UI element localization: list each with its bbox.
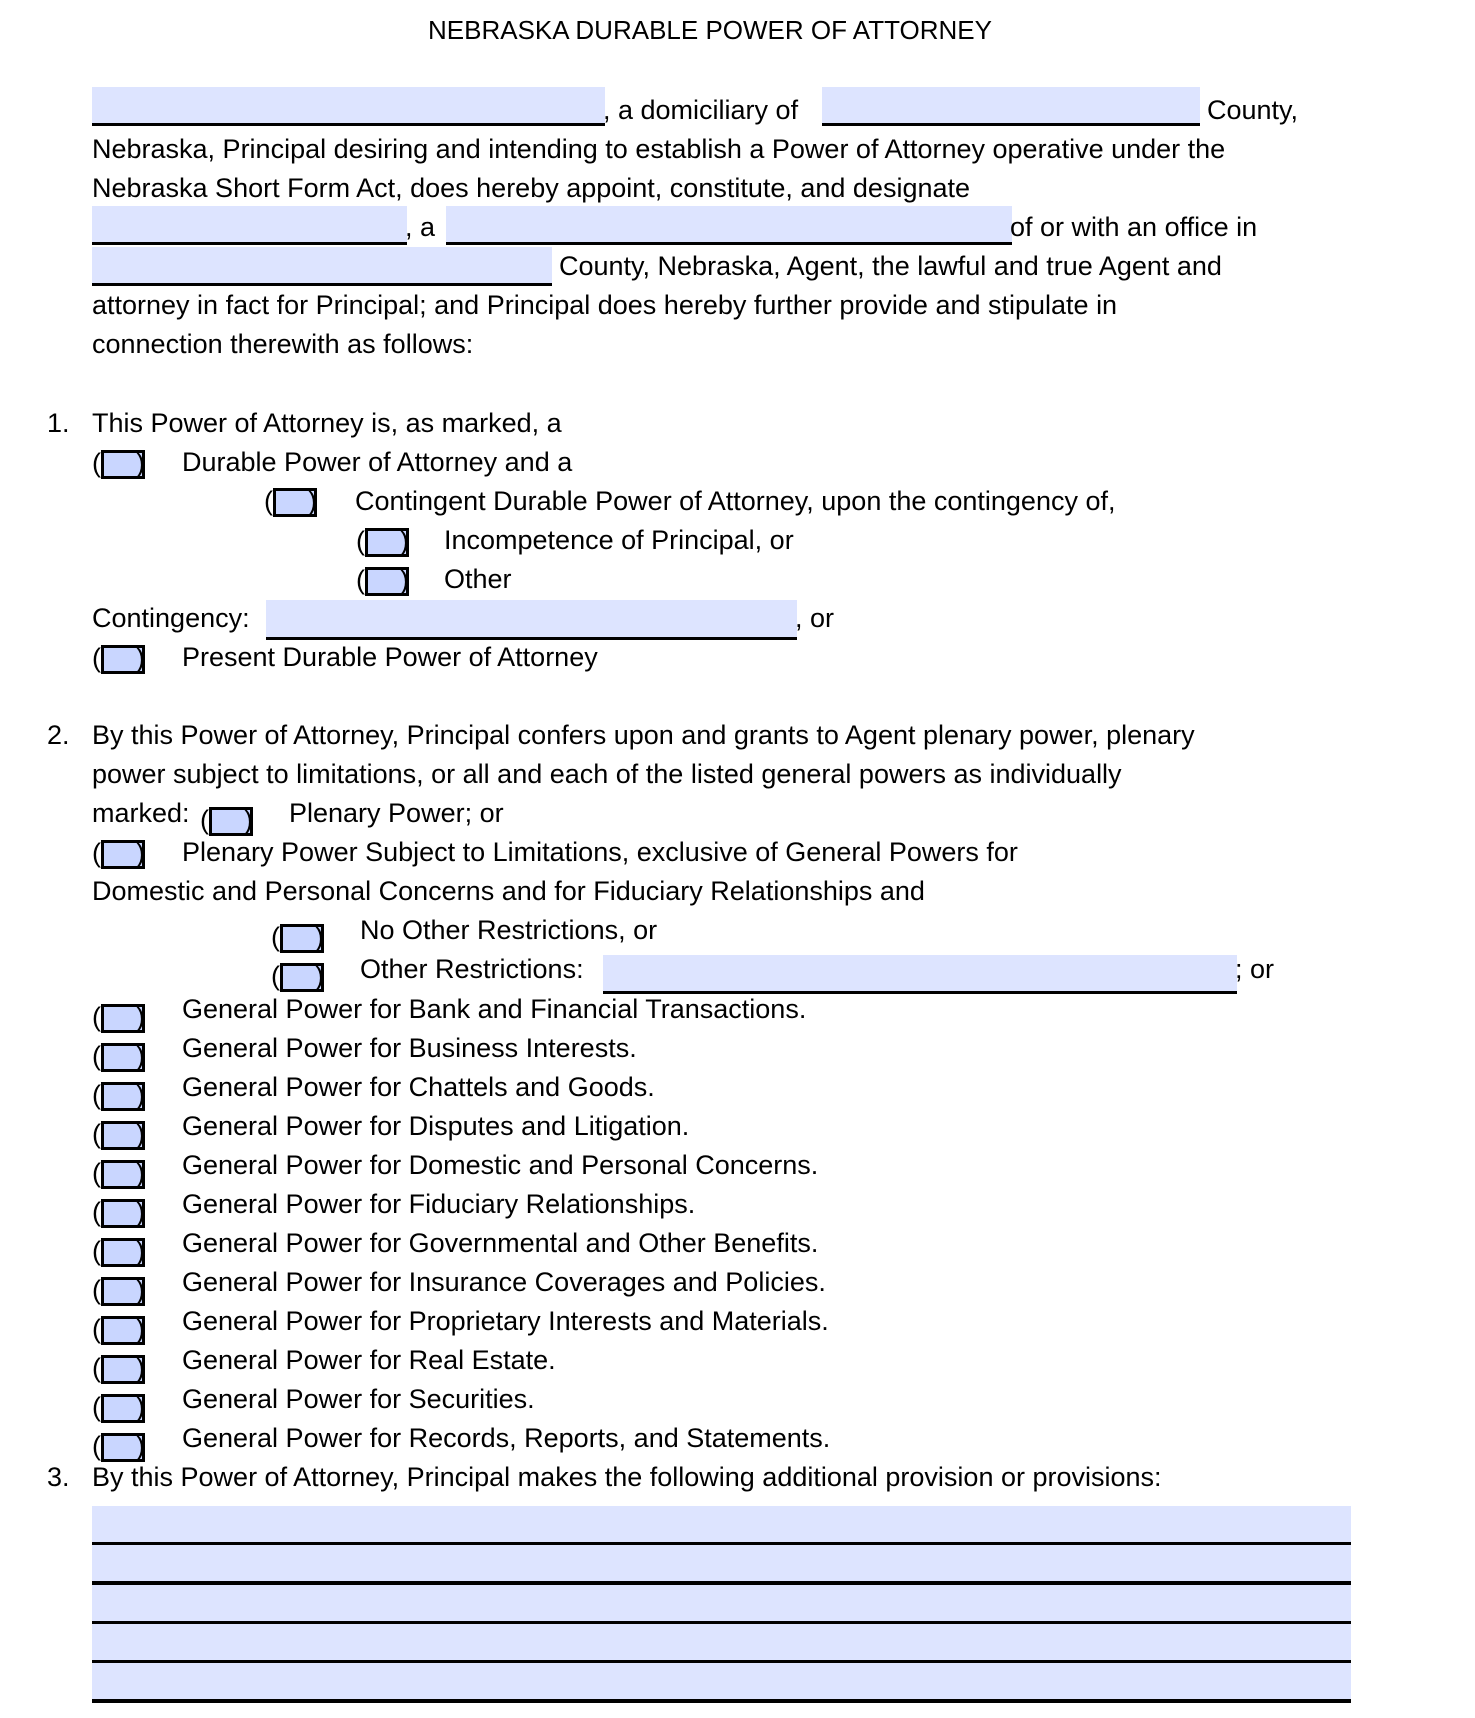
paren-close: )	[400, 565, 409, 595]
general-power-label: General Power for Proprietary Interests and Materials.	[182, 1306, 829, 1336]
paren-open: (	[92, 1119, 101, 1149]
agent-type-field[interactable]	[446, 206, 1012, 245]
paren-close: )	[308, 486, 317, 516]
other-restrictions-label: Other Restrictions:	[360, 954, 584, 984]
other-restrictions-checkbox[interactable]	[271, 962, 323, 994]
no-other-restrictions-checkbox[interactable]	[271, 923, 323, 955]
general-power-checkbox[interactable]	[92, 1237, 144, 1269]
general-power-checkbox[interactable]	[92, 1276, 144, 1308]
paren-open: (	[92, 1353, 101, 1383]
general-power-label: General Power for Real Estate.	[182, 1345, 556, 1375]
general-power-checkbox[interactable]	[92, 1120, 144, 1152]
intro-line-7: connection therewith as follows:	[92, 329, 474, 359]
plenary-label: Plenary Power; or	[289, 798, 504, 828]
general-power-label: General Power for Bank and Financial Transactions.	[182, 994, 807, 1024]
paren-open: (	[92, 1158, 101, 1188]
section-3-number: 3.	[47, 1462, 70, 1492]
contingency-field[interactable]	[266, 600, 797, 640]
paren-close: )	[136, 1353, 145, 1383]
paren-open: (	[271, 961, 280, 991]
general-power-label: General Power for Domestic and Personal Concerns.	[182, 1150, 819, 1180]
agent-name-field[interactable]	[92, 206, 407, 245]
durable-checkbox[interactable]	[92, 449, 144, 481]
general-power-label: General Power for Chattels and Goods.	[182, 1072, 655, 1102]
text-office: of or with an office in	[1010, 212, 1258, 242]
paren-close: )	[136, 1002, 145, 1032]
paren-close: )	[136, 448, 145, 478]
durable-label: Durable Power of Attorney and a	[182, 447, 573, 477]
other-contingency-checkbox[interactable]	[356, 566, 408, 598]
paren-close: )	[136, 1275, 145, 1305]
paren-close: )	[136, 1158, 145, 1188]
general-power-checkbox[interactable]	[92, 1159, 144, 1191]
paren-close: )	[400, 526, 409, 556]
paren-close: )	[244, 805, 253, 835]
present-checkbox[interactable]	[92, 644, 144, 676]
section-2-line-1: By this Power of Attorney, Principal confers upon and grants to Agent plenary power, plenary	[92, 720, 1195, 750]
paren-close: )	[136, 1119, 145, 1149]
section-3-heading: By this Power of Attorney, Principal makes the following additional provision or provisions:	[92, 1462, 1162, 1492]
intro-line-2: Nebraska, Principal desiring and intending to establish a Power of Attorney operative under the	[92, 134, 1226, 164]
general-power-checkbox[interactable]	[92, 1432, 144, 1464]
general-power-checkbox[interactable]	[92, 1393, 144, 1425]
paren-open: (	[92, 1002, 101, 1032]
paren-open: (	[92, 1431, 101, 1461]
document-title: NEBRASKA DURABLE POWER OF ATTORNEY	[428, 15, 992, 45]
principal-county-field[interactable]	[822, 87, 1200, 126]
present-label: Present Durable Power of Attorney	[182, 642, 598, 672]
other-label: Other	[444, 564, 512, 594]
incompetence-label: Incompetence of Principal, or	[444, 525, 794, 555]
general-power-label: General Power for Insurance Coverages and Policies.	[182, 1267, 826, 1297]
paren-close: )	[136, 1392, 145, 1422]
principal-name-field[interactable]	[92, 87, 605, 126]
paren-close: )	[315, 961, 324, 991]
plenary-limited-label: Plenary Power Subject to Limitations, exclusive of General Powers for	[182, 837, 1018, 867]
paren-open: (	[264, 486, 273, 516]
paren-open: (	[92, 1314, 101, 1344]
contingent-checkbox[interactable]	[264, 487, 316, 519]
paren-close: )	[136, 1080, 145, 1110]
general-power-label: General Power for Records, Reports, and Statements.	[182, 1423, 831, 1453]
paren-open: (	[92, 1236, 101, 1266]
other-restrictions-field[interactable]	[603, 955, 1237, 994]
general-power-checkbox[interactable]	[92, 1081, 144, 1113]
general-power-label: General Power for Fiduciary Relationships.	[182, 1189, 696, 1219]
paren-close: )	[136, 1431, 145, 1461]
paren-close: )	[136, 1197, 145, 1227]
paren-close: )	[136, 1314, 145, 1344]
additional-provision-field[interactable]	[92, 1663, 1351, 1703]
contingency-suffix: , or	[795, 603, 835, 633]
general-power-label: General Power for Disputes and Litigation.	[182, 1111, 690, 1141]
paren-open: (	[92, 838, 101, 868]
intro-line-3: Nebraska Short Form Act, does hereby appoint, constitute, and designate	[92, 173, 971, 203]
additional-provision-field[interactable]	[92, 1545, 1351, 1585]
paren-open: (	[92, 1275, 101, 1305]
plenary-checkbox[interactable]	[200, 806, 252, 838]
contingent-label: Contingent Durable Power of Attorney, upon the contingency of,	[355, 486, 1116, 516]
plenary-limited-line-2: Domestic and Personal Concerns and for Fiduciary Relationships and	[92, 876, 925, 906]
paren-open: (	[92, 1041, 101, 1071]
paren-open: (	[92, 643, 101, 673]
plenary-limited-checkbox[interactable]	[92, 839, 144, 871]
marked-label: marked:	[92, 798, 190, 828]
general-power-label: General Power for Business Interests.	[182, 1033, 637, 1063]
paren-open: (	[92, 1080, 101, 1110]
section-2-number: 2.	[47, 720, 70, 750]
paren-close: )	[315, 922, 324, 952]
text-domiciliary: , a domiciliary of	[603, 95, 799, 125]
paren-close: )	[136, 1041, 145, 1071]
contingency-label: Contingency:	[92, 603, 250, 633]
general-power-checkbox[interactable]	[92, 1198, 144, 1230]
paren-open: (	[200, 805, 209, 835]
paren-open: (	[356, 565, 365, 595]
paren-open: (	[271, 922, 280, 952]
paren-open: (	[92, 1197, 101, 1227]
general-power-checkbox[interactable]	[92, 1315, 144, 1347]
text-a: , a	[405, 212, 436, 242]
paren-open: (	[356, 526, 365, 556]
section-1-number: 1.	[47, 408, 70, 438]
additional-provision-field[interactable]	[92, 1624, 1351, 1664]
section-1-heading: This Power of Attorney is, as marked, a	[92, 408, 562, 438]
paren-open: (	[92, 448, 101, 478]
agent-county-field[interactable]	[92, 247, 552, 286]
other-restrictions-suffix: ; or	[1235, 954, 1275, 984]
additional-provision-field[interactable]	[92, 1506, 1351, 1546]
paren-close: )	[136, 1236, 145, 1266]
section-2-line-2: power subject to limitations, or all and each of the listed general powers as individually	[92, 759, 1122, 789]
text-county: County,	[1207, 95, 1299, 125]
general-power-label: General Power for Governmental and Other Benefits.	[182, 1228, 819, 1258]
paren-close: )	[136, 838, 145, 868]
additional-provision-field[interactable]	[92, 1585, 1351, 1625]
text-agent: County, Nebraska, Agent, the lawful and true Agent and	[559, 251, 1222, 281]
paren-open: (	[92, 1392, 101, 1422]
no-other-restrictions-label: No Other Restrictions, or	[360, 915, 658, 945]
general-power-checkbox[interactable]	[92, 1003, 144, 1035]
general-power-checkbox[interactable]	[92, 1354, 144, 1386]
intro-line-6: attorney in fact for Principal; and Principal does hereby further provide and stipulate in	[92, 290, 1118, 320]
incompetence-checkbox[interactable]	[356, 527, 408, 559]
general-power-checkbox[interactable]	[92, 1042, 144, 1074]
general-power-label: General Power for Securities.	[182, 1384, 535, 1414]
paren-close: )	[136, 643, 145, 673]
